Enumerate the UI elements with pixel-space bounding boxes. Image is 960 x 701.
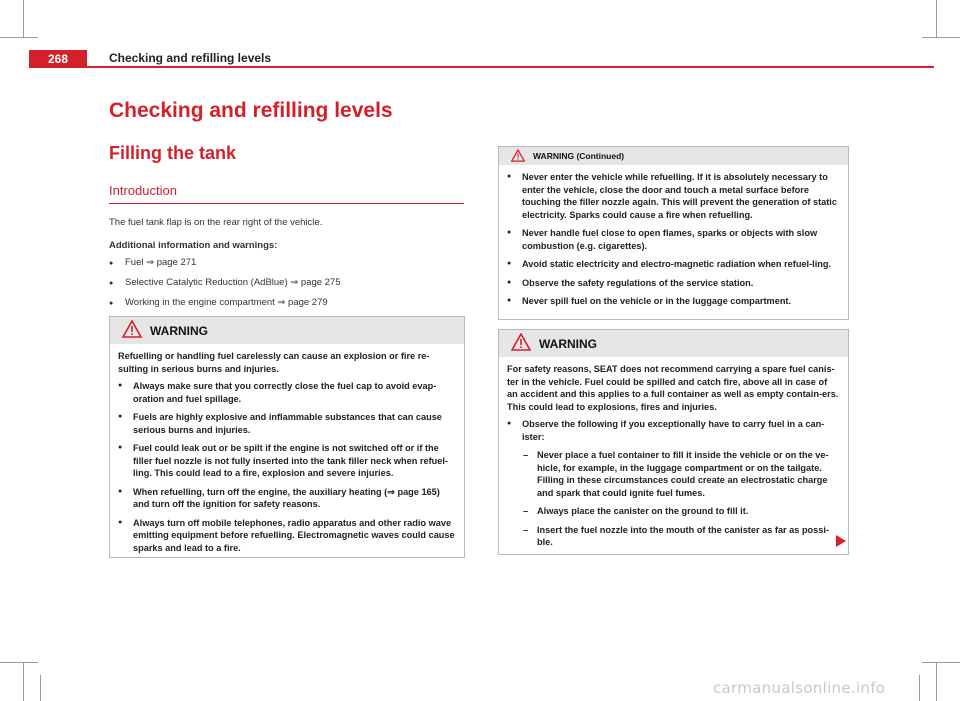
crop-mark [0, 662, 38, 663]
watermark: carmanualsonline.info [713, 679, 886, 697]
warning-body [499, 357, 848, 561]
additional-info-label: Additional information and warnings: [109, 240, 278, 251]
continue-arrow-icon [836, 535, 846, 547]
crop-mark [936, 662, 937, 701]
warning-item: ● When refuelling, turn off the engine, the auxiliary heating (⇒ page 165) and turn off the ignition for safety reasons. [118, 486, 456, 511]
reference-item[interactable]: ● Selective Catalytic Reduction (AdBlue) ⇒ page 275 [109, 277, 464, 288]
crop-mark [919, 675, 920, 701]
warning-item: ● Never spill fuel on the vehicle or in the luggage compartment. [507, 295, 840, 308]
warning-title: WARNING [539, 336, 597, 351]
warning-item: ● Avoid static electricity and electro-magnetic radiation when refuel-ling. [507, 258, 840, 271]
reference-list [109, 257, 464, 317]
warning-triangle-icon [511, 149, 525, 164]
warning-item: ● Fuels are highly explosive and inflammable substances that can cause serious burns and injuries. [118, 411, 456, 436]
warning-box-canister [498, 329, 849, 555]
crop-mark [23, 0, 24, 38]
warning-subitem: – Always place the canister on the ground to fill it. [507, 505, 840, 518]
warning-continued-box [498, 146, 849, 320]
warning-item: ● Never handle fuel close to open flames, sparks or objects with slow combustion (e.g. cigarettes). [507, 227, 840, 252]
crop-mark [922, 37, 960, 38]
warning-item: ● Observe the safety regulations of the service station. [507, 277, 840, 290]
warning-triangle-icon [122, 320, 142, 341]
warning-continued-header [499, 147, 848, 165]
warning-header [110, 317, 464, 344]
page-title: Checking and refilling levels [109, 99, 393, 122]
warning-continued-title: WARNING (Continued) [533, 151, 625, 161]
warning-item: ● Observe the following if you exceptionally have to carry fuel in a can-ister: [507, 418, 840, 443]
warning-subitem: – Insert the fuel nozzle into the mouth of the canister as far as possi-ble. [507, 524, 840, 549]
running-title: Checking and refilling levels [109, 51, 272, 65]
page-number: 268 [29, 50, 87, 68]
intro-text: The fuel tank flap is on the rear right of the vehicle. [109, 217, 323, 228]
warning-subitem: – Never place a fuel container to fill it inside the vehicle or on the ve-hicle, for example, in the luggage compartment or on the tailgate. Filling in these circumstances could create an electrostatic charge and spark that could ignite fuel fumes. [507, 449, 840, 499]
reference-item[interactable]: ● Fuel ⇒ page 271 [109, 257, 464, 268]
crop-mark [0, 37, 38, 38]
header-rule [87, 66, 934, 68]
section-title: Filling the tank [109, 143, 237, 163]
warning-header [499, 330, 848, 357]
warning-title: WARNING [150, 323, 208, 338]
warning-intro: Refuelling or handling fuel carelessly can cause an explosion or fire re-sulting in serious burns and injuries. [118, 351, 430, 374]
reference-item[interactable]: ● Working in the engine compartment ⇒ page 279 [109, 297, 464, 308]
subsection-rule [109, 203, 464, 204]
crop-mark [936, 0, 937, 38]
warning-intro: For safety reasons, SEAT does not recommend carrying a spare fuel canis-ter in the vehicle. Fuel could be spilled and catch fire, above all in case of an accident and this applies to a full container as well as empty contain-ers. This could lead to explosions, fires and injuries. [507, 364, 839, 412]
warning-triangle-icon [511, 333, 531, 354]
crop-mark [922, 662, 960, 663]
warning-body [110, 344, 464, 566]
warning-continued-body [499, 165, 848, 320]
subsection-title: Introduction [109, 183, 177, 198]
warning-item: ● Always turn off mobile telephones, radio apparatus and other radio wave emitting equipment before refuelling. Electromagnetic waves could cause sparks and lead to a fire. [118, 517, 456, 555]
crop-mark [23, 662, 24, 701]
warning-item: ● Fuel could leak out or be spilt if the engine is not switched off or if the filler fuel nozzle is not fully inserted into the tank filler neck when refuel-ling. This could lead to a fire, explosion and severe injuries. [118, 442, 456, 480]
crop-mark [40, 675, 41, 701]
warning-item: ● Always make sure that you correctly close the fuel cap to avoid evap-oration and fuel spillage. [118, 380, 456, 405]
warning-box [109, 316, 465, 558]
warning-item: ● Never enter the vehicle while refuelling. If it is absolutely necessary to enter the vehicle, close the door and touch a metal surface before touching the filler nozzle again. This will prevent the generation of static electricity. Sparks could cause a fire when refuelling. [507, 171, 840, 221]
